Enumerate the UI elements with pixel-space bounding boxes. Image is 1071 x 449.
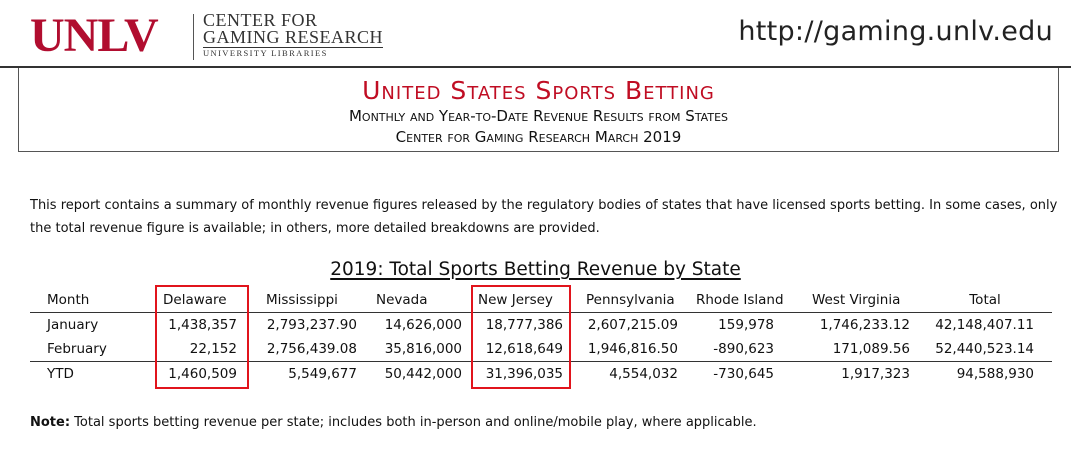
table-header-new-jersey: New Jersey bbox=[478, 292, 553, 308]
table-cell: 5,549,677 bbox=[288, 366, 357, 382]
table-cell: 42,148,407.11 bbox=[935, 317, 1034, 333]
report-subtitle-1: Monthly and Year-to-Date Revenue Results from States bbox=[348, 107, 729, 125]
table-header-nevada: Nevada bbox=[376, 292, 428, 308]
table-header-month: Month bbox=[47, 292, 90, 308]
table-row-label: YTD bbox=[47, 366, 74, 382]
footnote-label: Note: bbox=[30, 415, 71, 430]
table-cell: 35,816,000 bbox=[384, 341, 462, 357]
site-url: http://gaming.unlv.edu bbox=[738, 16, 1053, 47]
table-title bbox=[0, 258, 1071, 282]
table-cell: 171,089.56 bbox=[832, 341, 910, 357]
logo-wordmark: UNLV bbox=[30, 9, 158, 62]
table-header-total: Total bbox=[969, 292, 1001, 308]
logo-line-2: GAMING RESEARCH bbox=[203, 27, 384, 47]
table-cell: 50,442,000 bbox=[384, 366, 462, 382]
table-cell: 1,746,233.12 bbox=[819, 317, 910, 333]
table-cell: 1,917,323 bbox=[841, 366, 910, 382]
table-cell: 159,978 bbox=[718, 317, 774, 333]
table-header-west-virginia: West Virginia bbox=[812, 292, 901, 308]
table-cell: 2,793,237.90 bbox=[266, 317, 357, 333]
table-header-pennsylvania: Pennsylvania bbox=[586, 292, 675, 308]
table-header-mississippi: Mississippi bbox=[266, 292, 338, 308]
table-cell: 1,460,509 bbox=[168, 366, 237, 382]
logo-line-1: CENTER FOR bbox=[203, 10, 318, 30]
delaware-highlight-box bbox=[155, 285, 249, 389]
footnote bbox=[30, 412, 1060, 434]
table-cell: 14,626,000 bbox=[384, 317, 462, 333]
table-header-rhode-island: Rhode Island bbox=[696, 292, 784, 308]
report-title: United States Sports Betting bbox=[362, 76, 715, 105]
logo-divider bbox=[193, 14, 194, 60]
report-title-box bbox=[18, 68, 1059, 152]
table-cell: 94,588,930 bbox=[956, 366, 1034, 382]
table-cell: 2,607,215.09 bbox=[587, 317, 678, 333]
table-cell: 1,946,816.50 bbox=[587, 341, 678, 357]
table-row-label: January bbox=[47, 317, 99, 333]
table-cell: -730,645 bbox=[713, 366, 774, 382]
table-row-label: February bbox=[47, 341, 107, 357]
table-cell: 31,396,035 bbox=[485, 366, 563, 382]
logo-line-3: UNIVERSITY LIBRARIES bbox=[203, 48, 328, 58]
table-cell: 4,554,032 bbox=[609, 366, 678, 382]
table-cell: 2,756,439.08 bbox=[266, 341, 357, 357]
table-cell: -890,623 bbox=[713, 341, 774, 357]
table-cell: 1,438,357 bbox=[168, 317, 237, 333]
table-cell: 18,777,386 bbox=[485, 317, 563, 333]
table-title-text: 2019: Total Sports Betting Revenue by State bbox=[330, 259, 741, 280]
new-jersey-highlight-box bbox=[471, 285, 571, 389]
table-cell: 22,152 bbox=[189, 341, 237, 357]
logo-center-name bbox=[203, 12, 383, 59]
table-cell: 52,440,523.14 bbox=[935, 341, 1034, 357]
table-cell: 12,618,649 bbox=[485, 341, 563, 357]
footnote-text: Total sports betting revenue per state; includes both in-person and online/mobile play, where applicable. bbox=[70, 415, 757, 430]
report-subtitle-2: Center for Gaming Research March 2019 bbox=[395, 128, 682, 146]
intro-paragraph: This report contains a summary of monthly revenue figures released by the regulatory bodies of states that have licensed sports betting. In some cases, only the total revenue figure is available; in others, more detailed breakdowns are provided. bbox=[30, 198, 1058, 236]
table-header-delaware: Delaware bbox=[163, 292, 227, 308]
